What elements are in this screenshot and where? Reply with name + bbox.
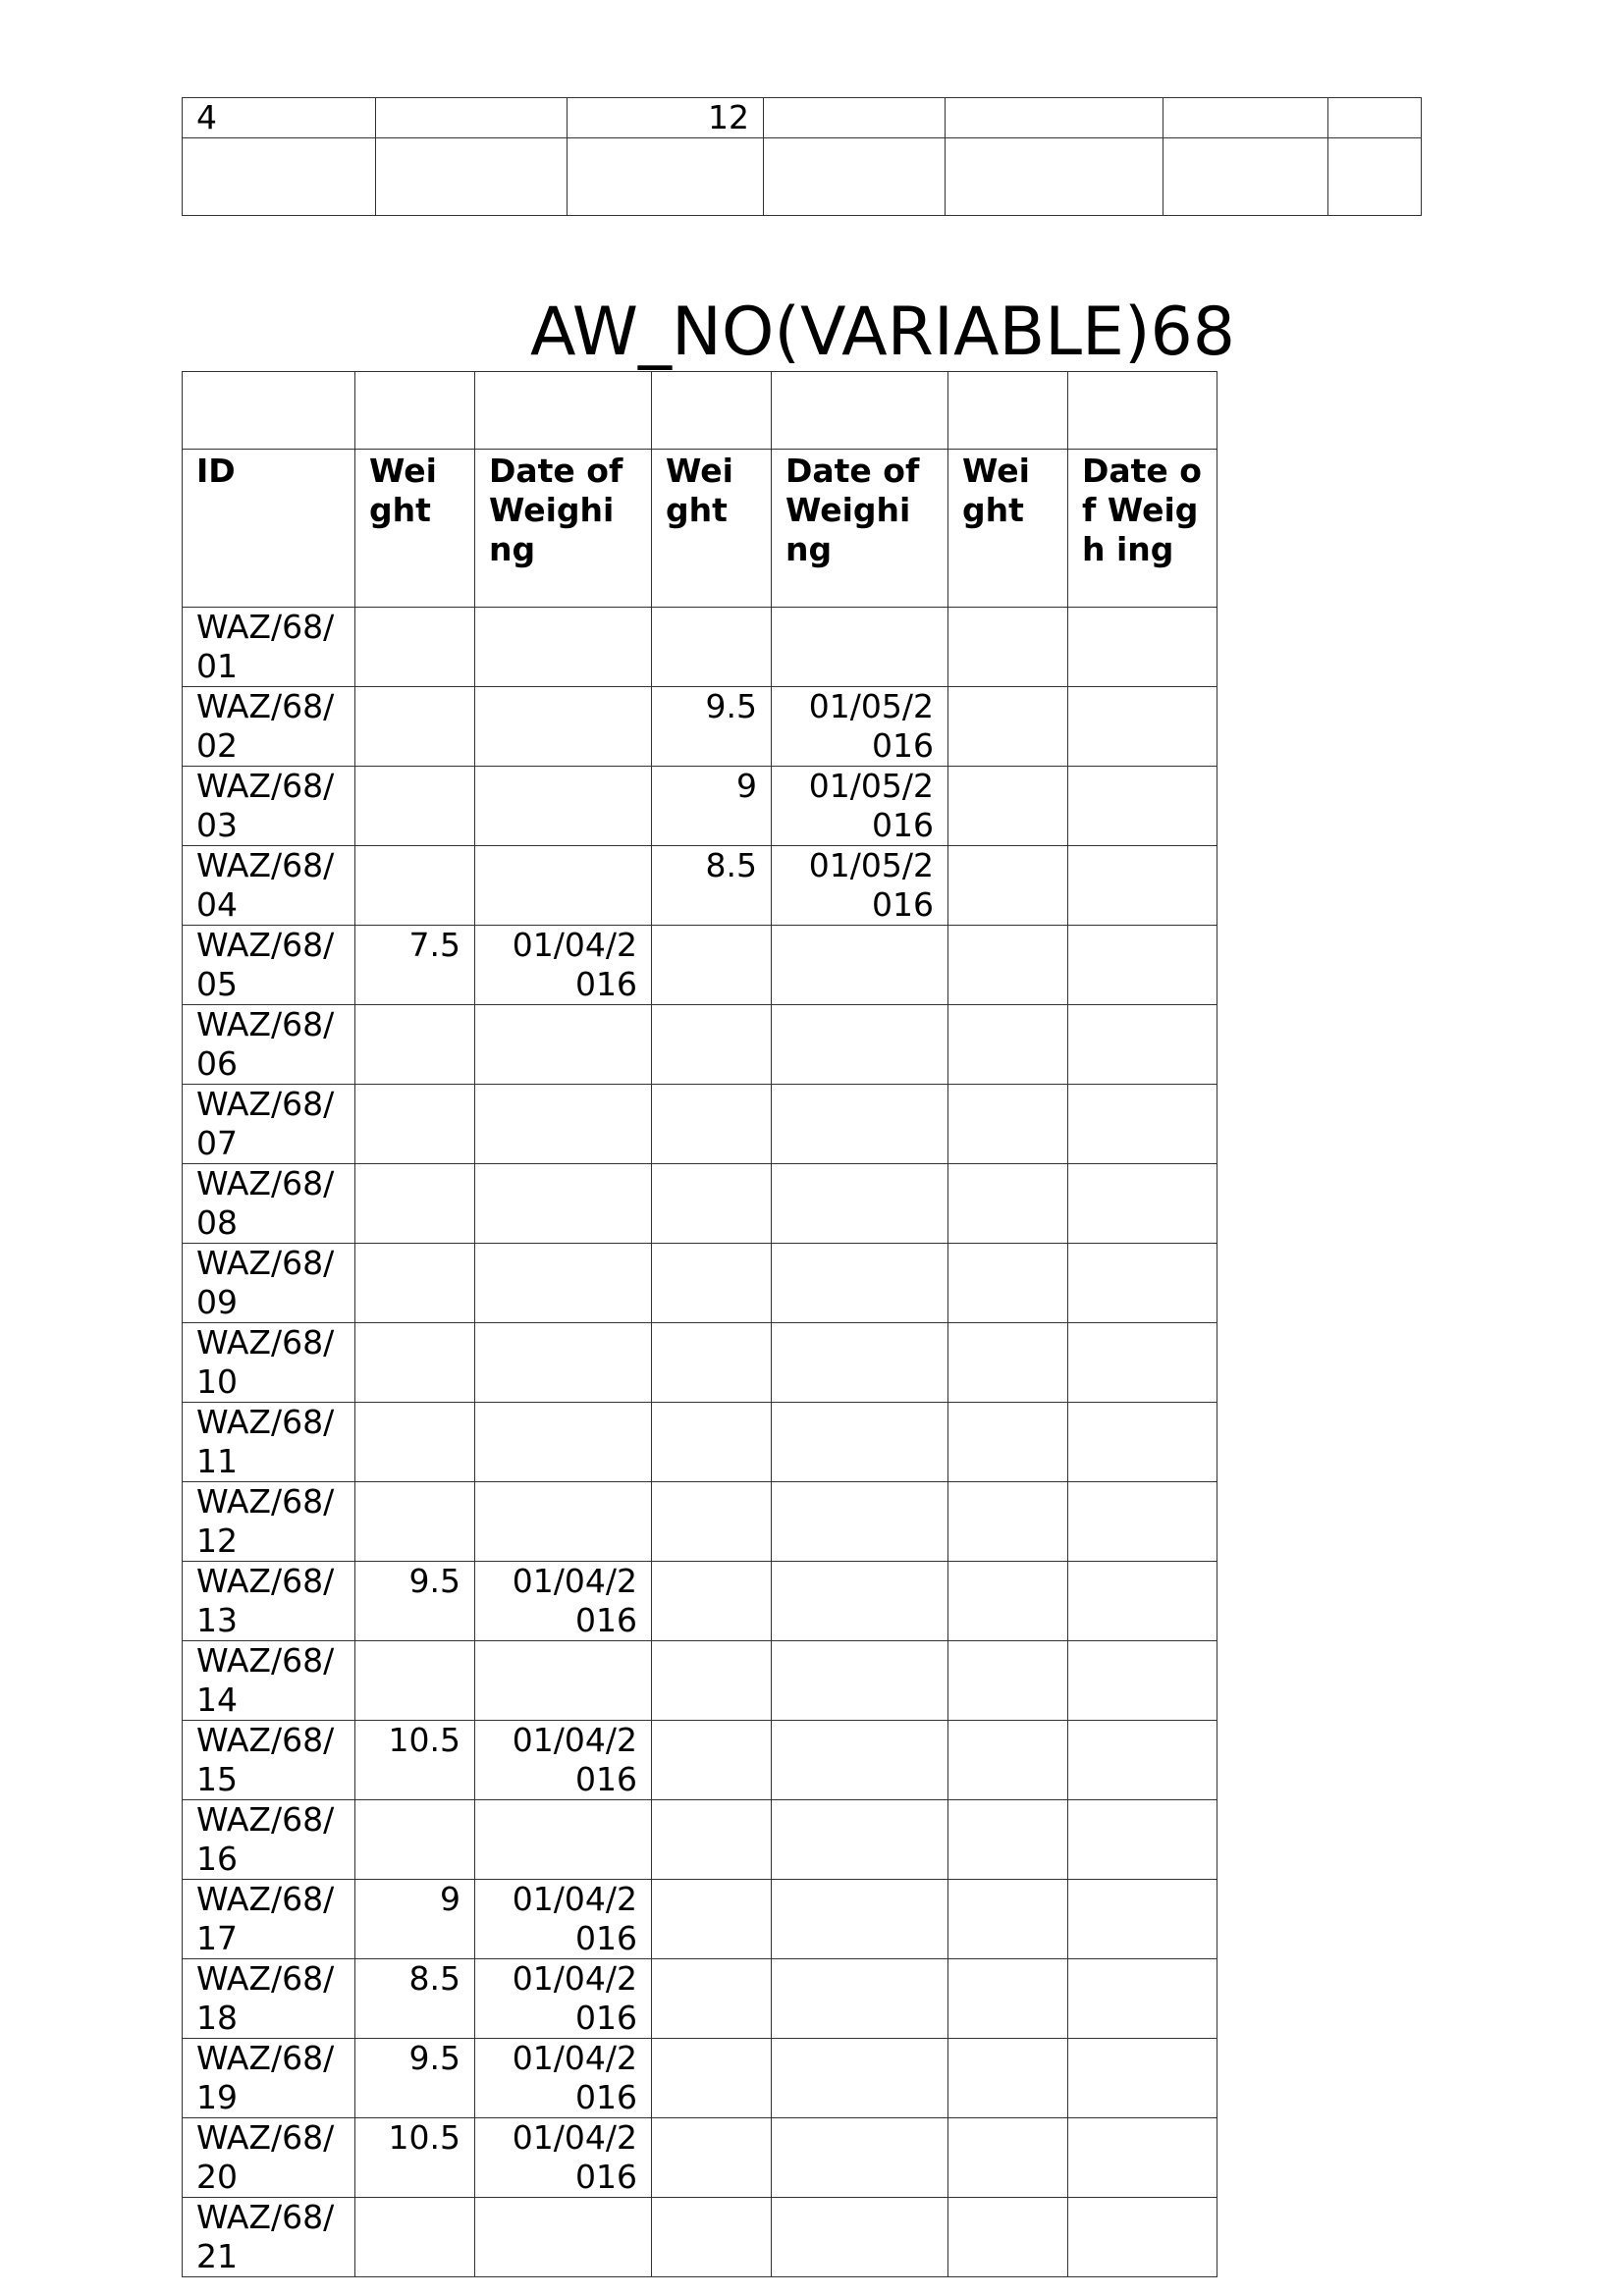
date-cell	[1068, 1164, 1217, 1244]
weight-cell	[355, 1323, 475, 1403]
date-cell	[475, 1641, 652, 1721]
top-table-cell	[764, 138, 946, 216]
date-cell	[772, 1085, 948, 1164]
id-cell: WAZ/68/ 16	[183, 1800, 355, 1880]
page-title: AW_NO(VARIABLE)68	[530, 294, 1236, 371]
weight-cell: 8.5	[652, 846, 772, 926]
header-row	[183, 450, 1217, 608]
weight-cell: 7.5	[355, 926, 475, 1005]
weight-cell	[948, 608, 1068, 687]
weight-cell	[652, 1244, 772, 1323]
id-cell: WAZ/68/ 18	[183, 1959, 355, 2039]
top-table-cell	[764, 98, 946, 138]
table-row	[183, 1164, 1217, 1244]
weight-cell	[948, 767, 1068, 846]
weight-cell	[652, 1005, 772, 1085]
column-header-date: Date of Weighi ng	[772, 450, 948, 608]
weight-cell	[355, 1641, 475, 1721]
id-cell: WAZ/68/ 05	[183, 926, 355, 1005]
date-cell	[1068, 1482, 1217, 1562]
weight-cell	[355, 1085, 475, 1164]
weight-cell	[948, 1403, 1068, 1482]
date-cell: 01/04/2 016	[475, 926, 652, 1005]
date-cell	[772, 2039, 948, 2118]
column-header-weight: Wei ght	[948, 450, 1068, 608]
column-header-weight: Wei ght	[652, 450, 772, 608]
id-cell: WAZ/68/ 01	[183, 608, 355, 687]
weight-cell	[652, 1085, 772, 1164]
weight-cell: 8.5	[355, 1959, 475, 2039]
top-table-cell	[946, 138, 1163, 216]
weighing-table	[182, 371, 1217, 2277]
weight-cell	[948, 1085, 1068, 1164]
table-row	[183, 1244, 1217, 1323]
weight-cell: 9	[355, 1880, 475, 1959]
date-cell	[772, 1641, 948, 1721]
date-cell	[475, 1323, 652, 1403]
weight-cell	[652, 1164, 772, 1244]
date-cell	[1068, 1641, 1217, 1721]
weight-cell	[355, 1403, 475, 1482]
date-cell	[1068, 1403, 1217, 1482]
blank-row	[183, 372, 1217, 450]
date-cell	[772, 1959, 948, 2039]
top-table-cell	[946, 98, 1163, 138]
weight-cell	[948, 1482, 1068, 1562]
table-row	[183, 1800, 1217, 1880]
table-row	[183, 1005, 1217, 1085]
weight-cell: 10.5	[355, 1721, 475, 1800]
weight-cell	[355, 1005, 475, 1085]
table-row	[183, 1085, 1217, 1164]
date-cell	[1068, 608, 1217, 687]
date-cell	[1068, 2118, 1217, 2198]
table-row	[183, 2198, 1217, 2277]
weight-cell	[652, 1403, 772, 1482]
weight-cell	[652, 926, 772, 1005]
weight-cell	[355, 846, 475, 926]
id-cell: WAZ/68/ 15	[183, 1721, 355, 1800]
weight-cell: 10.5	[355, 2118, 475, 2198]
weight-cell	[652, 2118, 772, 2198]
column-header-date: Date of Weigh ing	[1068, 450, 1217, 608]
date-cell: 01/04/2 016	[475, 1959, 652, 2039]
weight-cell	[948, 1959, 1068, 2039]
weight-cell	[652, 1800, 772, 1880]
date-cell	[475, 1482, 652, 1562]
weight-cell	[948, 2198, 1068, 2277]
weight-cell	[948, 1323, 1068, 1403]
id-cell: WAZ/68/ 19	[183, 2039, 355, 2118]
date-cell	[1068, 846, 1217, 926]
date-cell	[1068, 1562, 1217, 1641]
weight-cell	[652, 1562, 772, 1641]
weight-cell	[652, 1959, 772, 2039]
date-cell	[772, 1562, 948, 1641]
id-cell: WAZ/68/ 13	[183, 1562, 355, 1641]
id-cell: WAZ/68/ 14	[183, 1641, 355, 1721]
weight-cell	[948, 2039, 1068, 2118]
weight-cell	[652, 1721, 772, 1800]
date-cell	[1068, 1005, 1217, 1085]
top-table-cell	[183, 138, 376, 216]
table-row	[183, 608, 1217, 687]
top-table-cell	[1163, 98, 1328, 138]
date-cell: 01/04/2 016	[475, 1562, 652, 1641]
table-row	[183, 1721, 1217, 1800]
table-row	[183, 1482, 1217, 1562]
date-cell	[1068, 1880, 1217, 1959]
date-cell	[1068, 1959, 1217, 2039]
table-row	[183, 1880, 1217, 1959]
top-table-cell	[376, 138, 568, 216]
date-cell: 01/05/2 016	[772, 846, 948, 926]
date-cell	[772, 2198, 948, 2277]
weight-cell	[355, 608, 475, 687]
table-row	[183, 1562, 1217, 1641]
id-cell: WAZ/68/ 10	[183, 1323, 355, 1403]
id-cell: WAZ/68/ 06	[183, 1005, 355, 1085]
weight-cell	[652, 1323, 772, 1403]
id-cell: WAZ/68/ 08	[183, 1164, 355, 1244]
id-cell: WAZ/68/ 12	[183, 1482, 355, 1562]
weight-cell	[948, 1005, 1068, 1085]
weight-cell	[948, 1800, 1068, 1880]
date-cell	[772, 1482, 948, 1562]
date-cell	[475, 608, 652, 687]
weight-cell: 9.5	[652, 687, 772, 767]
weight-cell	[652, 1482, 772, 1562]
weight-cell	[948, 1164, 1068, 1244]
date-cell: 01/04/2 016	[475, 2039, 652, 2118]
date-cell	[475, 846, 652, 926]
id-cell: WAZ/68/ 02	[183, 687, 355, 767]
date-cell: 01/04/2 016	[475, 1880, 652, 1959]
date-cell: 01/04/2 016	[475, 1721, 652, 1800]
top-table-cell: 4	[183, 98, 376, 138]
id-cell: WAZ/68/ 11	[183, 1403, 355, 1482]
date-cell	[475, 1403, 652, 1482]
table-row	[183, 926, 1217, 1005]
date-cell	[475, 767, 652, 846]
weight-cell	[355, 1800, 475, 1880]
date-cell	[772, 1403, 948, 1482]
top-table-cell	[1328, 138, 1422, 216]
date-cell	[772, 1800, 948, 1880]
date-cell	[1068, 2198, 1217, 2277]
date-cell: 01/05/2 016	[772, 767, 948, 846]
column-header-date: Date of Weighi ng	[475, 450, 652, 608]
weight-cell	[948, 926, 1068, 1005]
top-table-cell: 12	[568, 98, 764, 138]
table-row	[183, 2118, 1217, 2198]
date-cell	[772, 926, 948, 1005]
weight-cell: 9.5	[355, 1562, 475, 1641]
table-row	[183, 1641, 1217, 1721]
date-cell	[1068, 1244, 1217, 1323]
top-table-row	[183, 138, 1422, 216]
weight-cell	[948, 687, 1068, 767]
weight-cell	[355, 2198, 475, 2277]
top-table-cell	[1328, 98, 1422, 138]
table-row	[183, 1403, 1217, 1482]
date-cell	[475, 2198, 652, 2277]
date-cell	[1068, 1323, 1217, 1403]
date-cell	[475, 1800, 652, 1880]
id-cell: WAZ/68/ 03	[183, 767, 355, 846]
id-cell: WAZ/68/ 21	[183, 2198, 355, 2277]
date-cell	[475, 1005, 652, 1085]
id-cell: WAZ/68/ 07	[183, 1085, 355, 1164]
top-table	[182, 97, 1422, 216]
weight-cell	[652, 2039, 772, 2118]
weight-cell	[948, 1562, 1068, 1641]
top-table-cell	[568, 138, 764, 216]
id-cell: WAZ/68/ 04	[183, 846, 355, 926]
weight-cell	[652, 1641, 772, 1721]
weight-cell	[948, 1641, 1068, 1721]
date-cell	[475, 1164, 652, 1244]
table-row	[183, 767, 1217, 846]
date-cell	[772, 1005, 948, 1085]
date-cell	[772, 1323, 948, 1403]
table-row	[183, 846, 1217, 926]
table-row	[183, 687, 1217, 767]
weight-cell	[948, 846, 1068, 926]
weight-cell	[355, 687, 475, 767]
date-cell	[772, 2118, 948, 2198]
date-cell	[772, 1164, 948, 1244]
date-cell	[772, 1244, 948, 1323]
weight-cell	[355, 1244, 475, 1323]
table-row	[183, 1323, 1217, 1403]
date-cell	[475, 1244, 652, 1323]
top-table-cell	[376, 98, 568, 138]
date-cell	[1068, 1721, 1217, 1800]
weight-cell	[355, 1482, 475, 1562]
weight-cell	[652, 1880, 772, 1959]
column-header-id: ID	[183, 450, 355, 608]
weight-cell	[355, 767, 475, 846]
id-cell: WAZ/68/ 20	[183, 2118, 355, 2198]
id-cell: WAZ/68/ 09	[183, 1244, 355, 1323]
weight-cell	[652, 2198, 772, 2277]
date-cell	[772, 608, 948, 687]
date-cell	[1068, 926, 1217, 1005]
column-header-weight: Wei ght	[355, 450, 475, 608]
table-row	[183, 2039, 1217, 2118]
weight-cell	[948, 2118, 1068, 2198]
weight-cell	[948, 1880, 1068, 1959]
weight-cell: 9	[652, 767, 772, 846]
top-table-row	[183, 98, 1422, 138]
weight-cell	[355, 1164, 475, 1244]
date-cell	[772, 1880, 948, 1959]
date-cell	[475, 687, 652, 767]
date-cell	[475, 1085, 652, 1164]
date-cell	[772, 1721, 948, 1800]
table-row	[183, 1959, 1217, 2039]
weight-cell	[652, 608, 772, 687]
date-cell	[1068, 687, 1217, 767]
date-cell	[1068, 1800, 1217, 1880]
weight-cell: 9.5	[355, 2039, 475, 2118]
date-cell: 01/04/2 016	[475, 2118, 652, 2198]
weight-cell	[948, 1721, 1068, 1800]
date-cell: 01/05/2 016	[772, 687, 948, 767]
date-cell	[1068, 767, 1217, 846]
top-table-cell	[1163, 138, 1328, 216]
date-cell	[1068, 2039, 1217, 2118]
date-cell	[1068, 1085, 1217, 1164]
id-cell: WAZ/68/ 17	[183, 1880, 355, 1959]
weight-cell	[948, 1244, 1068, 1323]
